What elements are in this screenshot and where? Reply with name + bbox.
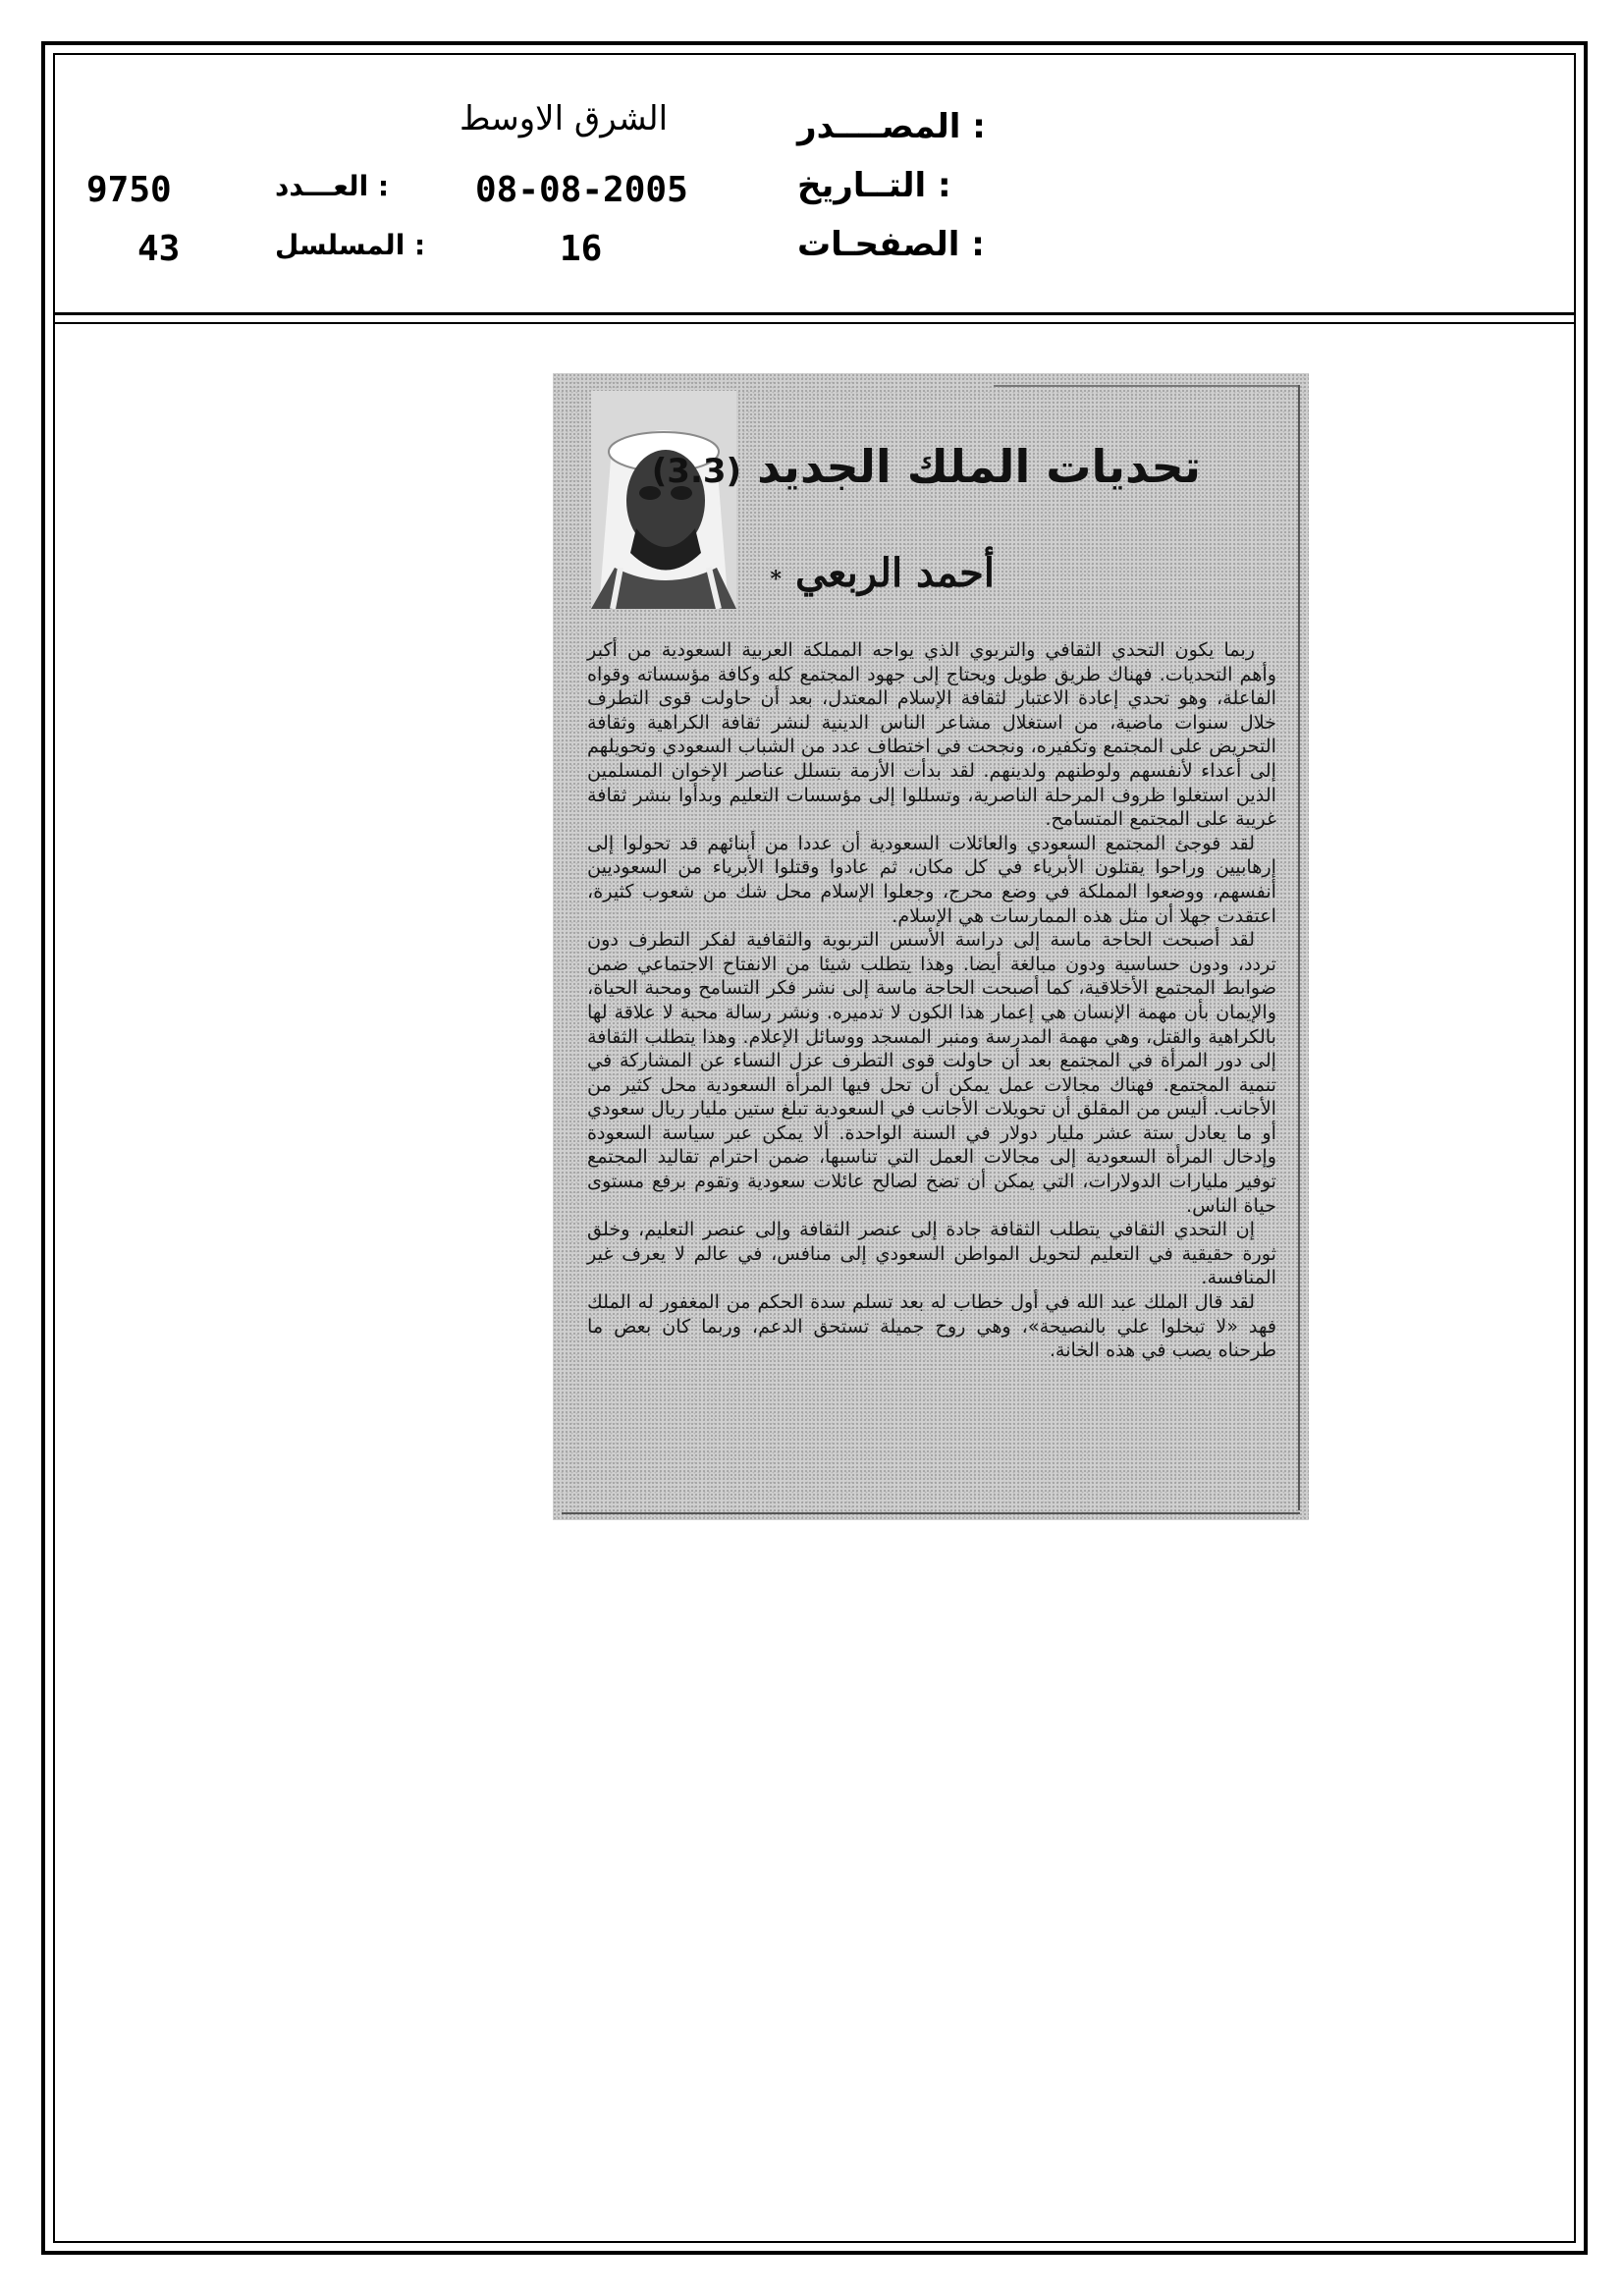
article-paragraph: ربما يكون التحدي الثقافي والتربوي الذي يواجه المملكة العربية السعودية من أكبر وأهم التحديات. فهناك طريق طويل ويحتاج إلى جهود المجتمع كله وكافة مؤسساته وقواه الفاعلة، وهو تحدي إعادة الاعتبار لثقافة الإسلام المعتدل، بعد أن حاولت قوى التطرف خلال سنوات ماضية، من استغلال مشاعر الناس الدينية لنشر ثقافة الكراهية وثقافة التحريض على المجتمع وتكفيره، ونجحت في اختطاف عدد من الشباب السعودي وتحويلهم إلى أعداء لأنفسهم ولوطنهم ولدينهم. لقد بدأت الأزمة بتسلل عناصر الإخوان المسلمين الذين استغلوا ظروف المرحلة الناصرية، وتسللوا إلى مؤسسات التعليم وبدأوا بنشر ثقافة غريبة على المجتمع المتسامح. [587, 638, 1276, 831]
article-paragraph: لقد فوجئ المجتمع السعودي والعائلات السعودية أن عددا من أبنائهم قد تحولوا إلى إرهابيين وراحوا يقتلون الأبرياء في كل مكان، ثم عادوا وقتلوا الأبرياء من السعوديين أنفسهم، ووضعوا المملكة في وضع محرج، وجعلوا الإسلام محل شك من شعوب كثيرة، اعتقدت جهلا أن مثل هذه الممارسات هي الإسلام. [587, 831, 1276, 927]
article-title-part: (3.3) [651, 452, 742, 491]
issue-label: العـــدد : [275, 170, 390, 202]
clipping-right-rule [1298, 385, 1300, 1510]
author-photo [591, 391, 736, 609]
source-value: الشرق الاوسط [460, 99, 669, 138]
article-body [587, 638, 1276, 1363]
serial-value: 43 [137, 229, 181, 269]
date-label: التــاريخ : [797, 166, 951, 205]
date-value: 08-08-2005 [475, 170, 688, 210]
serial-label: المسلسل : [275, 229, 426, 261]
pages-value: 16 [560, 229, 603, 269]
article-paragraph: لقد قال الملك عبد الله في أول خطاب له بعد تسلم سدة الحكم من المغفور له الملك فهد «لا تبخلوا علي بالنصيحة»، وهي روح جميلة تستحق الدعم، وربما كان بعض ما طرحناه يصب في هذه الخانة. [587, 1290, 1276, 1362]
article-title-text: تحديات الملك الجديد [757, 440, 1201, 493]
article-author [771, 550, 995, 596]
clipping-bottom-rule [562, 1512, 1300, 1514]
article-title [652, 440, 1201, 493]
article-paragraph: إن التحدي الثقافي يتطلب الثقافة جادة إلى عنصر الثقافة وإلى عنصر التعليم، وخلق ثورة حقيقية في التعليم لتحويل المواطن السعودي إلى منافس، في عالم لا يعرف غير المنافسة. [587, 1218, 1276, 1289]
author-name: أحمد الربعي [794, 550, 995, 596]
header-divider-inner [53, 322, 1576, 324]
header-divider [53, 312, 1576, 315]
article-paragraph: لقد أصبحت الحاجة ماسة إلى دراسة الأسس التربوية والثقافية لفكر التطرف دون تردد، ودون حساسية ودون مبالغة أيضا. وهذا يتطلب شيئا من الانفتاح الاجتماعي ضمن ضوابط المجتمع الأخلاقية، كما أصبحت الحاجة ماسة إلى نشر فكر التسامح ومحبة الحياة، والإيمان بأن مهمة الإنسان هي إعمار هذا الكون لا تدميره. ونشر رسالة محبة لا علاقة لها بالكراهية والقتل، وهي مهمة المدرسة ومنبر المسجد ووسائل الإعلام. وهذا يتطلب الثقافة إلى دور المرأة في المجتمع بعد أن حاولت قوى التطرف عزل النساء عن المشاركة في تنمية المجتمع. فهناك مجالات عمل يمكن أن تحل فيها المرأة السعودية محل كثير من الأجانب. أليس من المقلق أن تحويلات الأجانب في السعودية تبلغ ستين مليار ريال سعودي أو ما يعادل ستة عشر مليار دولار في السنة الواحدة. ألا يمكن عبر سياسة السعودة وإدخال المرأة السعودية إلى مجالات العمل التي تناسبها، ضمن احترام تقاليد المجتمع توفير مليارات الدولارات، التي يمكن أن تضخ لصالح عائلات سعودية وتقوم برفع مستوى حياة الناس. [587, 928, 1276, 1217]
pages-label: الصفحـات : [797, 225, 985, 264]
source-label: المصــــدر : [797, 107, 986, 146]
author-mark: * [770, 567, 783, 592]
clipping-top-rule [994, 385, 1300, 387]
issue-value: 9750 [86, 170, 172, 210]
